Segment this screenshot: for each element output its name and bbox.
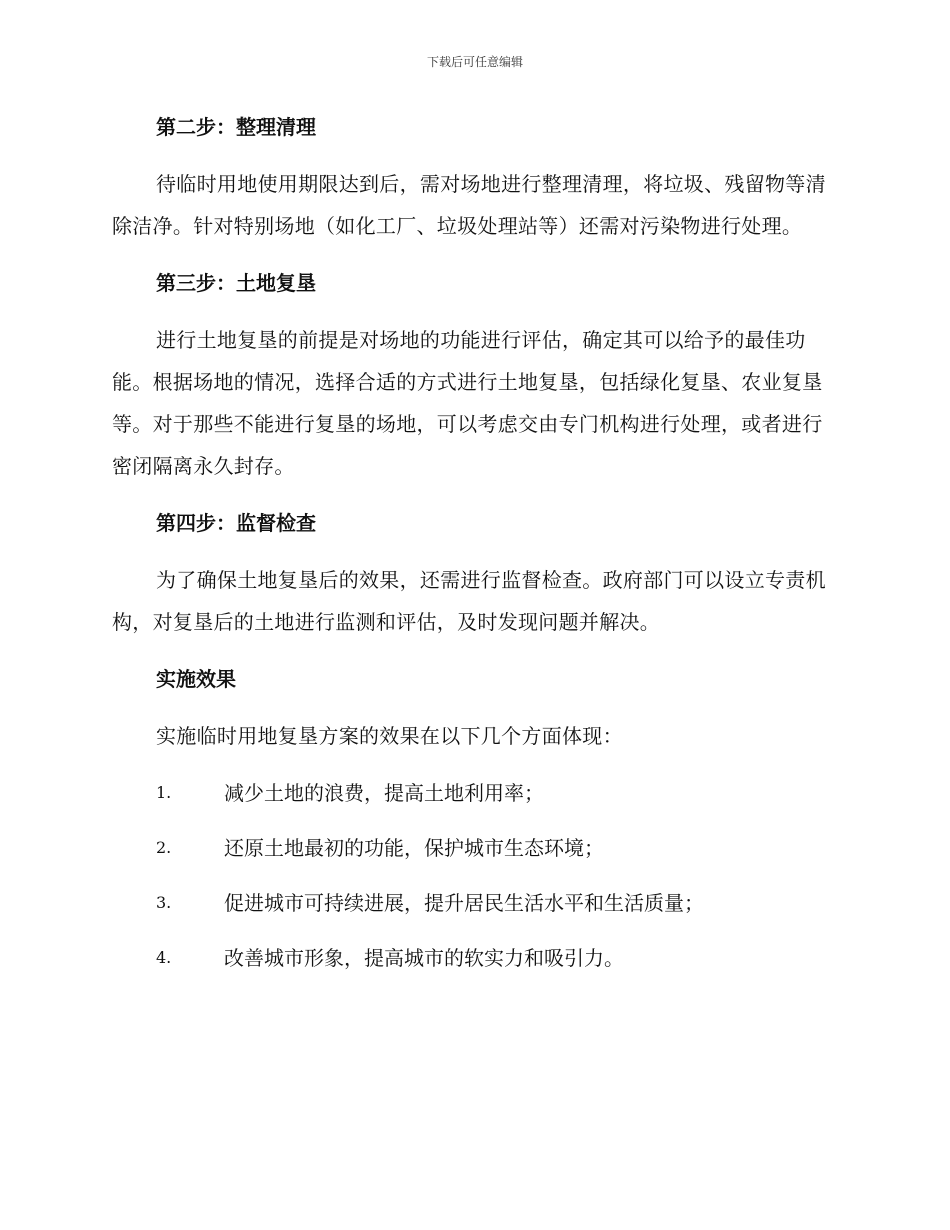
paragraph-step-two: 待临时用地使用期限达到后，需对场地进行整理清理，将垃圾、残留物等清除洁净。针对特别场地（如化工厂、垃圾处理站等）还需对污染物进行处理。 (112, 172, 826, 238)
section-heading-step-two: 第二步：整理清理 (156, 115, 316, 139)
document-body (112, 109, 832, 995)
list-item (112, 775, 832, 811)
list-item (112, 885, 832, 921)
list-text: 还原土地最初的功能，保护城市生态环境； (224, 836, 604, 860)
page-header: 下载后可任意编辑 (426, 55, 523, 69)
list-number: 2. (156, 838, 172, 857)
list-text: 促进城市可持续进展，提升居民生活水平和生活质量； (224, 891, 704, 915)
list-item (112, 940, 832, 976)
list-number: 1. (156, 783, 172, 802)
list-text: 改善城市形象，提高城市的软实力和吸引力。 (224, 946, 624, 970)
list-number: 3. (156, 893, 172, 912)
section-heading-effects: 实施效果 (156, 667, 236, 691)
paragraph-step-four: 为了确保土地复垦后的效果，还需进行监督检查。政府部门可以设立专责机构，对复垦后的土地进行监测和评估，及时发现问题并解决。 (112, 568, 826, 634)
list-item (112, 830, 832, 866)
effects-list (112, 775, 832, 976)
paragraph-step-three: 进行土地复垦的前提是对场地的功能进行评估，确定其可以给予的最佳功能。根据场地的情况，选择合适的方式进行土地复垦，包括绿化复垦、农业复垦等。对于那些不能进行复垦的场地，可以考虑交由专门机构进行处理，或者进行密闭隔离永久封存。 (112, 328, 823, 478)
section-heading-step-three: 第三步：土地复垦 (156, 271, 316, 295)
paragraph-effects-intro: 实施临时用地复垦方案的效果在以下几个方面体现： (156, 724, 623, 748)
section-heading-step-four: 第四步：监督检查 (156, 511, 316, 535)
list-number: 4. (156, 948, 172, 967)
list-text: 减少土地的浪费，提高土地利用率； (224, 781, 544, 805)
